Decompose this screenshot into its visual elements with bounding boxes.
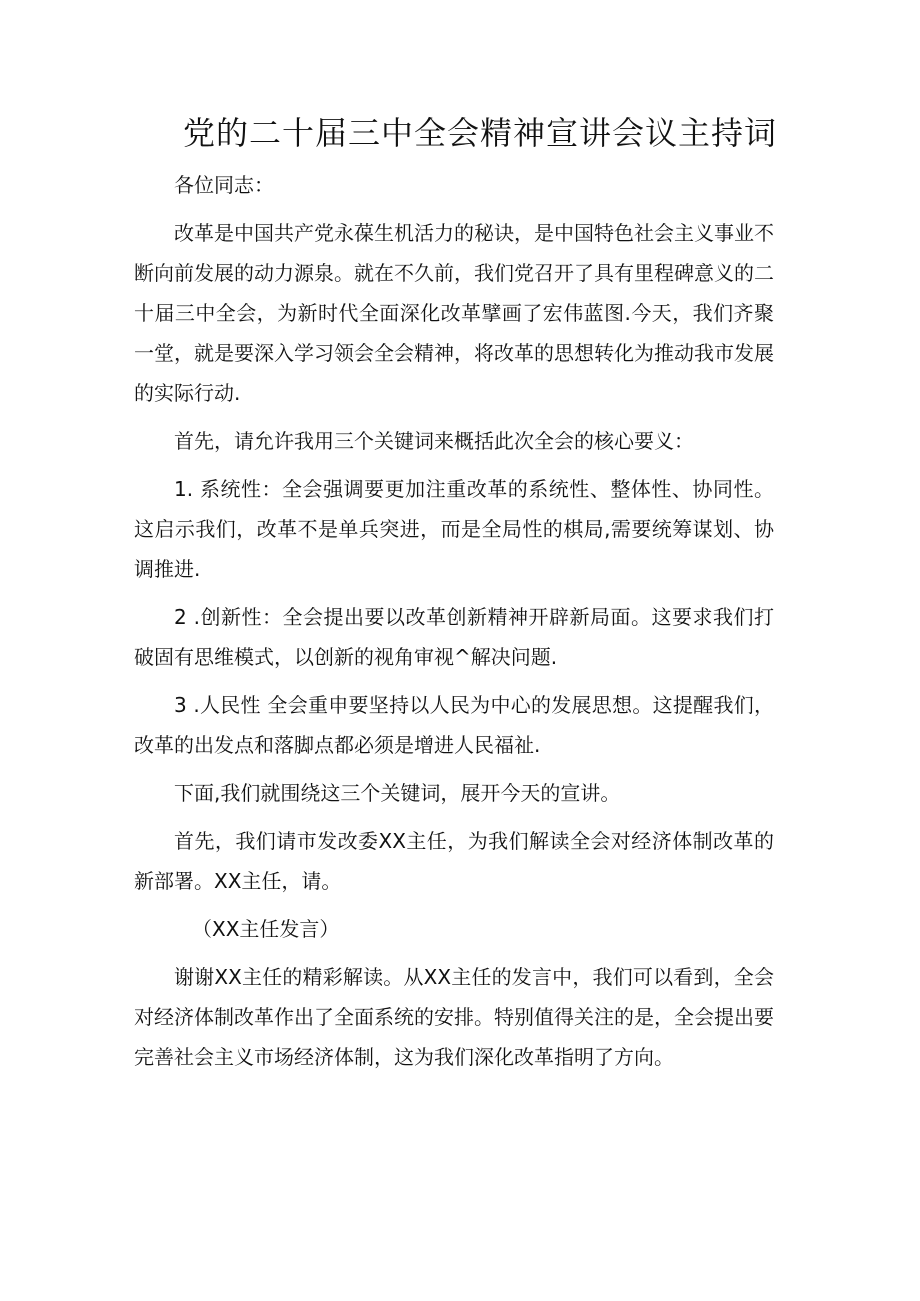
- document-title: 党的二十届三中全会精神宣讲会议主持词: [182, 114, 777, 152]
- paragraph-intro: 改革是中国共产党永葆生机活力的秘诀，是中国特色社会主义事业不断向前发展的动力源泉。就在不久前，我们党召开了具有里程碑意义的二十届三中全会，为新时代全面深化改革擘画了宏伟蓝图.今天，我们齐聚一堂，就是要深入学习领会全会精神，将改革的思想转化为推动我市发展的实际行动.: [134, 221, 774, 405]
- paragraph-keyword-innovative: 2 .创新性：全会提出要以改革创新精神开辟新局面。这要求我们打破固有思维模式，以创新的视角审视^解决问题.: [134, 605, 774, 669]
- paragraph-thanks: 谢谢XX主任的精彩解读。从XX主任的发言中，我们可以看到，全会对经济体制改革作出了全面系统的安排。特别值得关注的是，全会提出要完善社会主义市场经济体制，这为我们深化改革指明了方向。: [134, 965, 774, 1069]
- paragraph-keyword-people: 3 .人民性 全会重申要坚持以人民为中心的发展思想。这提醒我们，改革的出发点和落脚点都必须是增进人民福祉.: [134, 693, 774, 757]
- paragraph-transition: 下面,我们就围绕这三个关键词，展开今天的宣讲。: [174, 781, 621, 805]
- document-body: [134, 165, 774, 1085]
- paragraph-salutation: 各位同志：: [174, 173, 274, 197]
- paragraph-invite-speaker: 首先，我们请市发改委XX主任，为我们解读全会对经济体制改革的新部署。XX主任，请。: [134, 829, 774, 893]
- paragraph-speech-note: （XX主任发言）: [192, 917, 340, 941]
- paragraph-keywords-lead: 首先，请允许我用三个关键词来概括此次全会的核心要义：: [174, 429, 694, 453]
- paragraph-keyword-systematic: 1. 系统性：全会强调要更加注重改革的系统性、整体性、协同性。这启示我们，改革不是单兵突进，而是全局性的棋局,需要统筹谋划、协调推进.: [134, 477, 774, 581]
